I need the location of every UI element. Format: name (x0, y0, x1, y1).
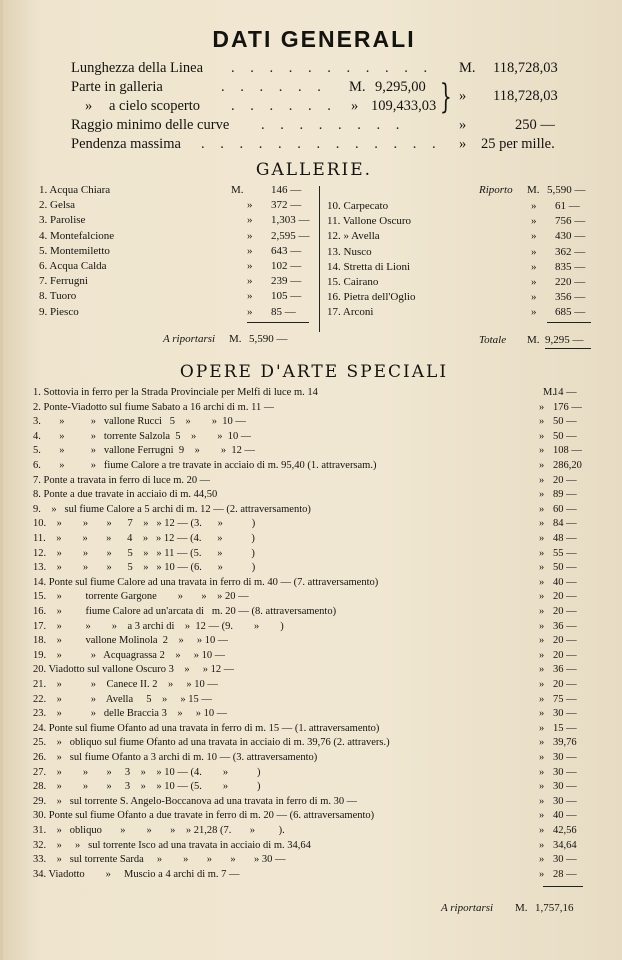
sum-rule (543, 886, 583, 887)
gallerie-unit: » (247, 275, 253, 288)
opere-row-unit: » (539, 416, 545, 428)
opere-row-unit: » (539, 649, 545, 661)
opere-row-text: 28. » » » 3 » » 10 — (5. » ) (33, 781, 261, 793)
opere-row-unit: » (539, 503, 545, 515)
radius-label: Raggio minimo delle curve (71, 117, 230, 133)
gallerie-length: 146 — (271, 184, 302, 196)
opere-row-unit: » (539, 810, 545, 822)
gallerie-name: 13. Nusco (327, 245, 372, 258)
gallerie-length: 685 — (555, 306, 586, 319)
gallerie-length: 61 — (555, 200, 580, 212)
opere-row-text: 10. » » » 7 » » 12 — (3. » ) (33, 518, 256, 530)
length-label: Lunghezza della Linea (71, 60, 204, 76)
opere-row-value: 20 — (553, 679, 577, 690)
opere-row-unit: » (539, 562, 545, 574)
gallerie-name: 9. Piesco (39, 305, 79, 318)
gallerie-length: 356 — (555, 291, 586, 304)
gallerie-unit: » (531, 260, 537, 273)
opere-row-unit: » (539, 591, 545, 603)
opere-row-text: 30. Ponte sul fiume Ofanto a due travate in ferro di m. 20 — (6. attraversamento) (33, 810, 375, 822)
slope-label: Pendenza massima (71, 136, 181, 152)
gallerie-unit: » (247, 229, 253, 242)
opere-row-value: 50 — (553, 562, 577, 574)
opere-row-unit: » (539, 693, 545, 705)
opere-row-value: 42,56 (553, 825, 577, 836)
opere-row-text: 18. » vallone Molinola 2 » » 10 — (33, 635, 229, 647)
gallerie-name: 3. Parolise (39, 214, 86, 227)
opere-total-unit: M. (515, 902, 528, 914)
riporto-label: Riporto (479, 184, 513, 196)
opere-row-value: 28 — (553, 868, 577, 880)
opere-row-text: 12. » » » 5 » » 11 — (5. » ) (33, 547, 255, 559)
opere-row-unit: » (539, 489, 545, 501)
opere-row-unit: » (539, 722, 545, 734)
opere-row-unit: » (539, 445, 545, 457)
gallerie-left-total-unit: M. (229, 333, 242, 345)
page-title: DATI GENERALI (212, 26, 416, 52)
opere-row-value: 30 — (553, 781, 577, 793)
opere-row-value: 20 — (553, 635, 577, 647)
opere-row-text: 22. » » Avella 5 » » 15 — (33, 693, 212, 705)
dot-leader: . . . . . . (221, 79, 327, 95)
length-value: 118,728,03 (493, 60, 558, 76)
opere-row-value: 20 — (553, 606, 577, 617)
gallerie-name: 10. Carpecato (327, 200, 389, 212)
gallerie-name: 8. Tuoro (39, 290, 77, 303)
tunnel-value: 9,295,00 (375, 79, 426, 95)
open-value: 109,433,03 (371, 98, 437, 114)
opere-row-text: 7. Ponte a travata in ferro di luce m. 20 — (33, 474, 211, 486)
gallerie-name: 12. » Avella (327, 230, 380, 243)
gallerie-unit: » (247, 290, 253, 303)
gallerie-name: 1. Acqua Chiara (39, 184, 111, 196)
gallerie-name: 15. Cairano (327, 276, 379, 288)
opere-row-unit: » (539, 606, 545, 617)
opere-row-value: 39,76 (553, 737, 577, 749)
opere-row-unit: » (539, 401, 545, 413)
radius-mark: » (459, 117, 467, 133)
opere-row-text: 26. » sul fiume Ofanto a 3 archi di m. 10 — (3. attraversamento) (33, 752, 318, 763)
tunnel-unit: M. (349, 79, 366, 95)
gallerie-length: 239 — (271, 275, 302, 288)
opere-row-unit: » (539, 825, 545, 836)
opere-row-text: 15. » torrente Gargone » » » 20 — (33, 591, 249, 603)
gallerie-length: 102 — (271, 260, 302, 272)
opere-row-unit: » (539, 854, 545, 866)
opere-row-value: 30 — (553, 766, 577, 778)
opere-row-unit: » (539, 781, 545, 793)
opere-row-value: 50 — (553, 416, 577, 428)
dot-leader: . . . . . . . . . . . (231, 60, 434, 76)
open-mark: » (85, 98, 93, 114)
gallerie-name: 4. Montefalcione (39, 229, 115, 242)
opere-row-unit: » (539, 430, 545, 442)
opere-row-unit: » (539, 664, 545, 676)
opere-row-value: 108 — (553, 445, 582, 457)
opere-row-value: 40 — (553, 576, 577, 588)
radius-value: 250 — (515, 117, 555, 133)
opere-row-unit: » (539, 766, 545, 778)
gallerie-unit: » (247, 199, 253, 212)
slope-mark: » (459, 136, 467, 152)
opere-row-value: 60 — (553, 503, 577, 515)
opere-row-unit: » (539, 708, 545, 720)
tunnel-label: Parte in galleria (71, 79, 163, 95)
gallerie-name: 2. Gelsa (39, 199, 76, 212)
opere-row-text: 16. » fiume Calore ad un'arcata di m. 20 — (8. attraversamento) (33, 606, 337, 617)
opere-row-value: 286,20 (553, 460, 582, 471)
opere-row-text: 13. » » » 5 » » 10 — (6. » ) (33, 562, 256, 574)
opere-row-text: 3. » » vallone Rucci 5 » » 10 — (33, 416, 246, 428)
opere-row-value: 89 — (553, 489, 577, 501)
gallerie-name: 14. Stretta di Lioni (327, 260, 411, 273)
opere-row-text: 23. » » delle Braccia 3 » » 10 — (33, 708, 228, 720)
gallerie-name: 5. Montemiletto (39, 244, 110, 257)
gallerie-name: 16. Pietra dell'Oglio (327, 291, 416, 304)
gallerie-length: 756 — (555, 215, 586, 228)
opere-row-value: 15 — (553, 722, 577, 734)
opere-row-text: 5. » » vallone Ferrugni 9 » » 12 — (33, 445, 255, 457)
gallerie-unit: » (247, 260, 253, 272)
opere-row-unit: » (539, 547, 545, 559)
gallerie-name: 7. Ferrugni (39, 275, 88, 288)
opere-row-value: 20 — (553, 649, 577, 661)
opere-row-text: 24. Ponte sul fiume Ofanto ad una travata in ferro di m. 15 — (1. attraversamento) (33, 722, 380, 734)
gallerie-unit: » (247, 214, 253, 227)
opere-row-unit: » (539, 474, 545, 486)
opere-row-text: 2. Ponte-Viadotto sul fiume Sabato a 16 archi di m. 11 — (33, 401, 275, 413)
total-underline (545, 348, 591, 349)
gallerie-right-total-label: Totale (479, 334, 507, 346)
opere-row-text: 31. » obliquo » » » » 21,28 (7. » ). (33, 825, 285, 836)
opere-row-value: 55 — (553, 547, 577, 559)
opere-row-text: 14. Ponte sul fiume Calore ad una travata in ferro di m. 40 — (7. attraversamento) (33, 576, 379, 588)
opere-row-value: 30 — (553, 795, 577, 807)
opere-row-unit: » (539, 576, 545, 588)
gallerie-name: 11. Vallone Oscuro (327, 215, 412, 228)
opere-row-unit: » (539, 868, 545, 880)
opere-row-value: 48 — (553, 533, 577, 544)
brace-total-value: 118,728,03 (493, 88, 558, 104)
opere-row-value: 36 — (553, 620, 577, 632)
dot-leader: . . . . . . (231, 98, 337, 114)
opere-row-value: 84 — (553, 518, 577, 530)
gallerie-title: GALLERIE. (255, 160, 373, 180)
gallerie-right-total-value: 9,295 — (545, 334, 584, 346)
opere-total-value: 1,757,16 (535, 902, 574, 914)
opere-row-value: 75 — (553, 693, 577, 705)
opere-row-text: 11. » » » 4 » » 12 — (4. » ) (33, 533, 255, 544)
opere-row-unit: » (539, 795, 545, 807)
length-unit: M. (459, 60, 476, 76)
gallerie-length: 643 — (271, 244, 302, 257)
gallerie-right-total-unit: M. (527, 334, 540, 346)
opere-row-text: 9. » sul fiume Calore a 5 archi di m. 12 — (2. attraversamento) (33, 503, 311, 515)
opere-row-unit: » (539, 533, 545, 544)
opere-title: OPERE D'ARTE SPECIALI (179, 362, 449, 382)
slope-value: 25 per mille. (481, 136, 555, 152)
opere-row-text: 29. » sul torrente S. Angelo-Boccanova ad una travata in ferro di m. 30 — (33, 795, 358, 807)
opere-row-text: 33. » sul torrente Sarda » » » » » 30 — (33, 854, 286, 866)
gallerie-length: 105 — (271, 290, 302, 303)
opere-row-text: 21. » » Canece II. 2 » » 10 — (33, 679, 218, 690)
brace-total-mark: » (459, 88, 467, 104)
opere-row-unit: M. (543, 387, 555, 398)
opere-row-value: 30 — (553, 854, 577, 866)
opere-row-value: 36 — (553, 664, 577, 676)
gallerie-name: 6. Acqua Calda (39, 260, 107, 272)
gallerie-left-total-value: 5,590 — (249, 333, 288, 345)
opere-row-value: 20 — (553, 591, 577, 603)
opere-row-text: 17. » » » a 3 archi di » 12 — (9. » ) (33, 620, 284, 632)
opere-row-text: 6. » » fiume Calore a tre travate in acciaio di m. 95,40 (1. attraversam.) (33, 460, 377, 471)
opere-row-text: 32. » » sul torrente Isco ad una travata in acciaio di m. 34,64 (33, 839, 311, 851)
opere-row-unit: » (539, 518, 545, 530)
gallerie-length: 2,595 — (271, 229, 310, 242)
gallerie-name: 17. Arconi (327, 306, 374, 319)
opere-row-unit: » (539, 635, 545, 647)
sum-rule (247, 322, 309, 323)
gallerie-unit: » (531, 276, 537, 288)
gallerie-length: 1,303 — (271, 214, 310, 227)
gallerie-length: 362 — (555, 245, 586, 258)
opere-row-value: 20 — (553, 474, 577, 486)
opere-row-text: 20. Viadotto sul vallone Oscuro 3 » » 12 — (33, 664, 235, 676)
opere-row-unit: » (539, 737, 545, 749)
dot-leader: . . . . . . . . . . . . . (201, 136, 442, 152)
opere-row-text: 34. Viadotto » Muscio a 4 archi di m. 7 — (33, 868, 240, 880)
riporto-unit: M. (527, 184, 540, 196)
opere-row-value: 14 — (553, 387, 577, 398)
dot-leader: . . . . . . . . (261, 117, 406, 133)
open-label: a cielo scoperto (109, 98, 200, 114)
opere-row-unit: » (539, 752, 545, 763)
opere-row-unit: » (539, 839, 545, 851)
gallerie-unit: M. (231, 184, 244, 196)
opere-row-value: 50 — (553, 430, 577, 442)
column-divider (319, 186, 320, 332)
riporto-value: 5,590 — (547, 184, 586, 196)
gallerie-unit: » (531, 230, 537, 243)
opere-row-text: 25. » obliquo sul fiume Ofanto ad una travata in acciaio di m. 39,76 (2. attravers.) (33, 737, 390, 749)
gallerie-length: 85 — (271, 305, 296, 318)
opere-row-text: 27. » » » 3 » » 10 — (4. » ) (33, 766, 261, 778)
opere-row-text: 19. » » Acquagrassa 2 » » 10 — (33, 649, 226, 661)
opere-row-unit: » (539, 620, 545, 632)
opere-row-text: 8. Ponte a due travate in acciaio di m. 44,50 (33, 489, 218, 501)
opere-row-unit: » (539, 460, 545, 471)
gallerie-length: 372 — (271, 199, 302, 212)
opere-row-value: 176 — (553, 401, 582, 413)
opere-row-value: 30 — (553, 752, 577, 763)
gallerie-unit: » (531, 200, 537, 212)
gallerie-length: 430 — (555, 230, 586, 243)
sum-rule (547, 322, 591, 323)
gallerie-unit: » (531, 306, 537, 319)
opere-row-value: 30 — (553, 708, 577, 720)
opere-row-value: 34,64 (553, 839, 577, 851)
open-unit-mark: » (351, 98, 359, 114)
gallerie-unit: » (247, 244, 253, 257)
gallerie-unit: » (531, 245, 537, 258)
gallerie-unit: » (247, 305, 253, 318)
gallerie-length: 220 — (555, 276, 586, 288)
opere-row-value: 40 — (553, 810, 577, 822)
right-brace: } (439, 77, 452, 117)
gallerie-unit: » (531, 291, 537, 304)
opere-row-text: 4. » » torrente Salzola 5 » » 10 — (33, 430, 252, 442)
gallerie-length: 835 — (555, 260, 586, 273)
opere-row-text: 1. Sottovia in ferro per la Strada Provinciale per Melfi di luce m. 14 (33, 387, 318, 398)
gallerie-left-total-label: A riportarsi (163, 333, 216, 345)
opere-row-unit: » (539, 679, 545, 690)
gallerie-unit: » (531, 215, 537, 228)
opere-total-label: A riportarsi (441, 902, 494, 914)
